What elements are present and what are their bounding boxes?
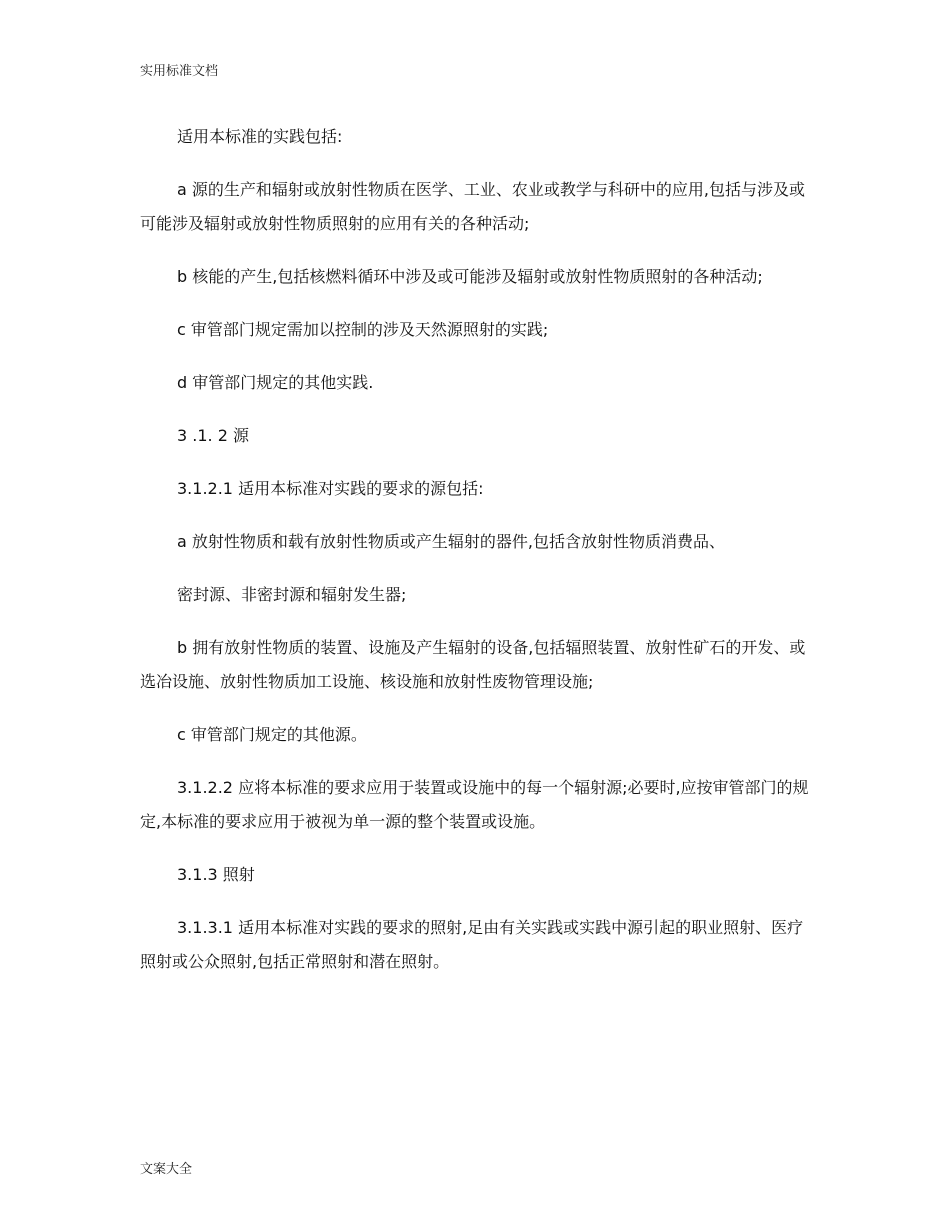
paragraph: b 拥有放射性物质的装置、设施及产生辐射的设备,包括辐照装置、放射性矿石的开发、或选冶设施、放射性物质加工设施、核设施和放射性废物管理设施; (140, 638, 806, 691)
paragraph: a 放射性物质和载有放射性物质或产生辐射的器件,包括含放射性物质消费品、 (177, 532, 725, 551)
paragraph: c 审管部门规定需加以控制的涉及天然源照射的实践; (177, 320, 549, 339)
paragraph: 密封源、非密封源和辐射发生器; (177, 585, 407, 604)
section-heading: 3.1.3 照射 (177, 865, 255, 884)
paragraph: c 审管部门规定的其他源。 (177, 725, 367, 744)
document-body (140, 120, 810, 998)
section-heading: 3 .1. 2 源 (177, 426, 249, 445)
paragraph: 3.1.2.2 应将本标准的要求应用于装置或设施中的每一个辐射源;必要时,应按审管部门的规定,本标准的要求应用于被视为单一源的整个装置或设施。 (140, 778, 809, 831)
paragraph: b 核能的产生,包括核燃料循环中涉及或可能涉及辐射或放射性物质照射的各种活动; (177, 267, 763, 286)
paragraph: 3.1.3.1 适用本标准对实践的要求的照射,足由有关实践或实践中源引起的职业照射、医疗照射或公众照射,包括正常照射和潜在照射。 (140, 918, 804, 971)
paragraph: 3.1.2.1 适用本标准对实践的要求的源包括: (177, 479, 484, 498)
paragraph: a 源的生产和辐射或放射性物质在医学、工业、农业或教学与科研中的应用,包括与涉及或可能涉及辐射或放射性物质照射的应用有关的各种活动; (140, 180, 805, 233)
paragraph: 适用本标准的实践包括: (177, 127, 343, 146)
page-footer: 文案大全 (140, 1162, 193, 1177)
paragraph: d 审管部门规定的其他实践. (177, 373, 374, 392)
page-header: 实用标准文档 (140, 64, 219, 79)
